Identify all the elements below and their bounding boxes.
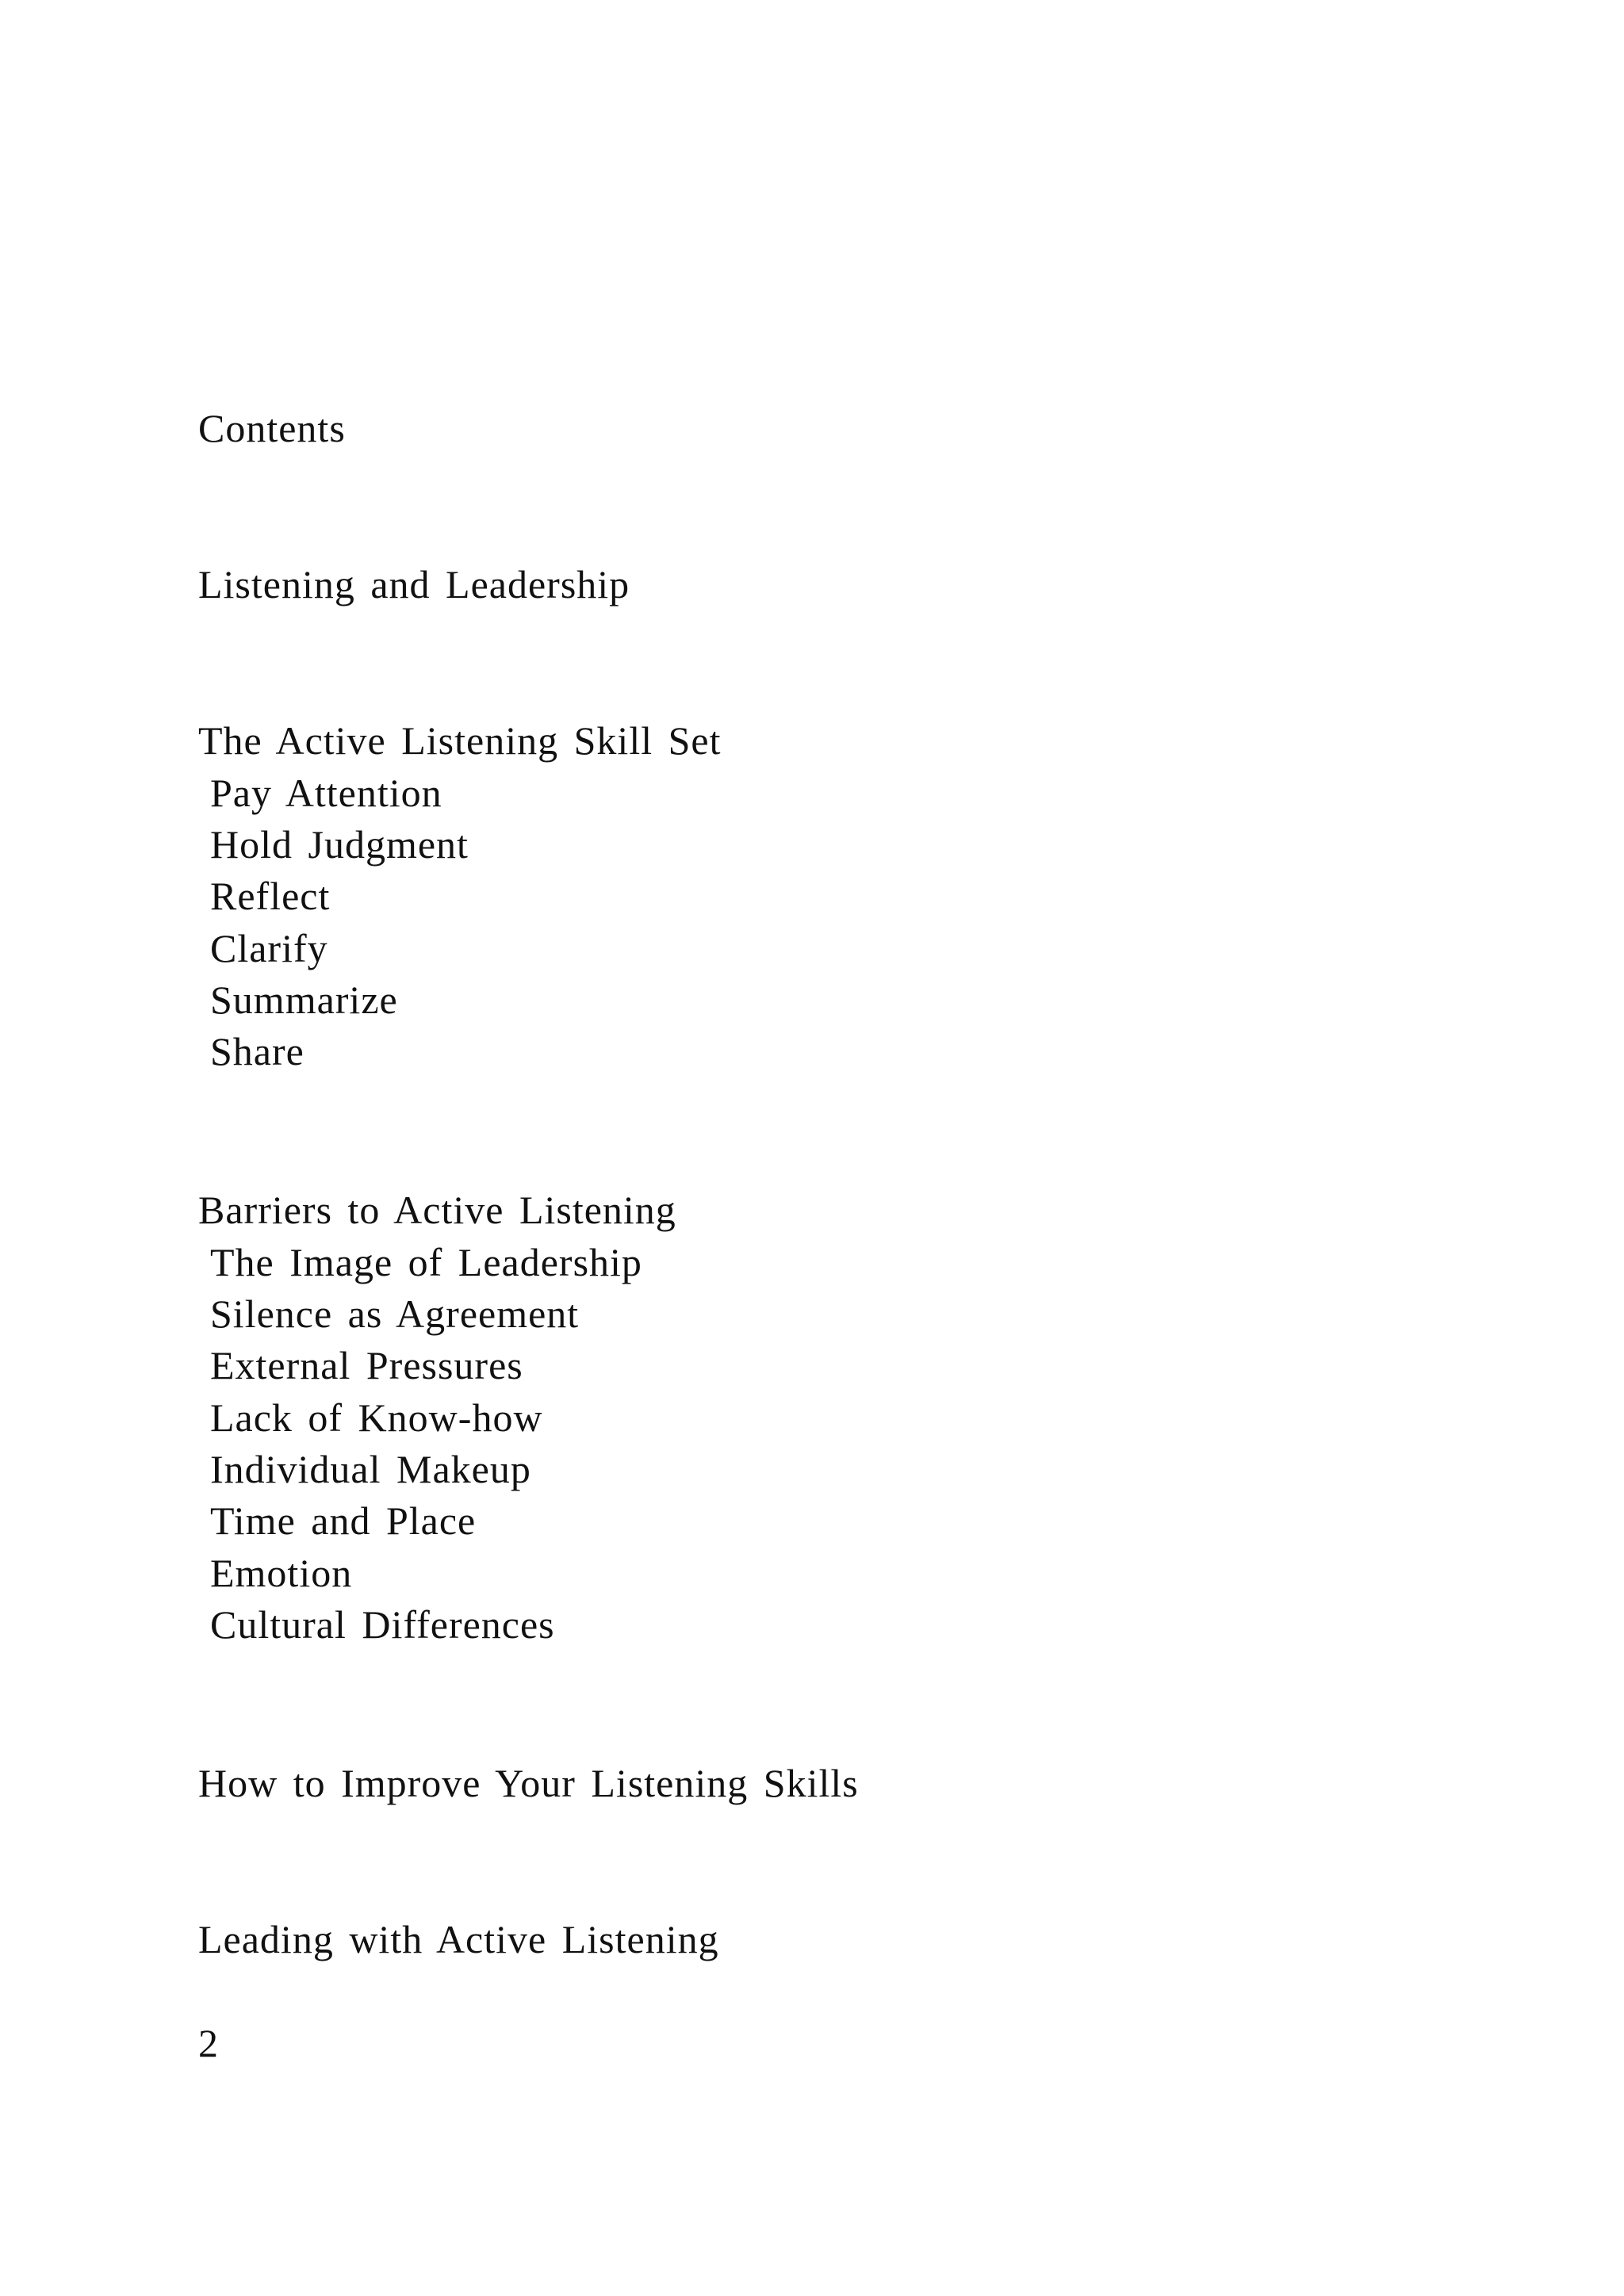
toc-section-how-to-improve: How to Improve Your Listening Skills bbox=[198, 1761, 859, 1805]
toc-item: Individual Makeup bbox=[210, 1447, 531, 1491]
toc-item: Share bbox=[210, 1029, 304, 1073]
toc-item: Emotion bbox=[210, 1551, 353, 1595]
toc-section-leading-with-active-listening: Leading with Active Listening bbox=[198, 1917, 719, 1961]
toc-item: Cultural Differences bbox=[210, 1602, 555, 1647]
toc-item: Hold Judgment bbox=[210, 822, 469, 867]
toc-item: Clarify bbox=[210, 926, 328, 970]
toc-section-barriers-to-active-listening: Barriers to Active Listening bbox=[198, 1188, 676, 1232]
toc-item: Silence as Agreement bbox=[210, 1292, 580, 1336]
toc-item: Pay Attention bbox=[210, 771, 442, 815]
toc-section-listening-and-leadership: Listening and Leadership bbox=[198, 562, 630, 607]
toc-item: Summarize bbox=[210, 978, 398, 1022]
toc-item: Time and Place bbox=[210, 1498, 477, 1543]
toc-title: Contents bbox=[198, 406, 346, 450]
toc-item: Reflect bbox=[210, 874, 331, 918]
toc-section-active-listening-skill-set: The Active Listening Skill Set bbox=[198, 718, 722, 763]
toc-item: Lack of Know-how bbox=[210, 1395, 543, 1440]
page-number: 2 bbox=[198, 2021, 219, 2065]
toc-item: External Pressures bbox=[210, 1343, 523, 1387]
toc-item: The Image of Leadership bbox=[210, 1240, 642, 1284]
